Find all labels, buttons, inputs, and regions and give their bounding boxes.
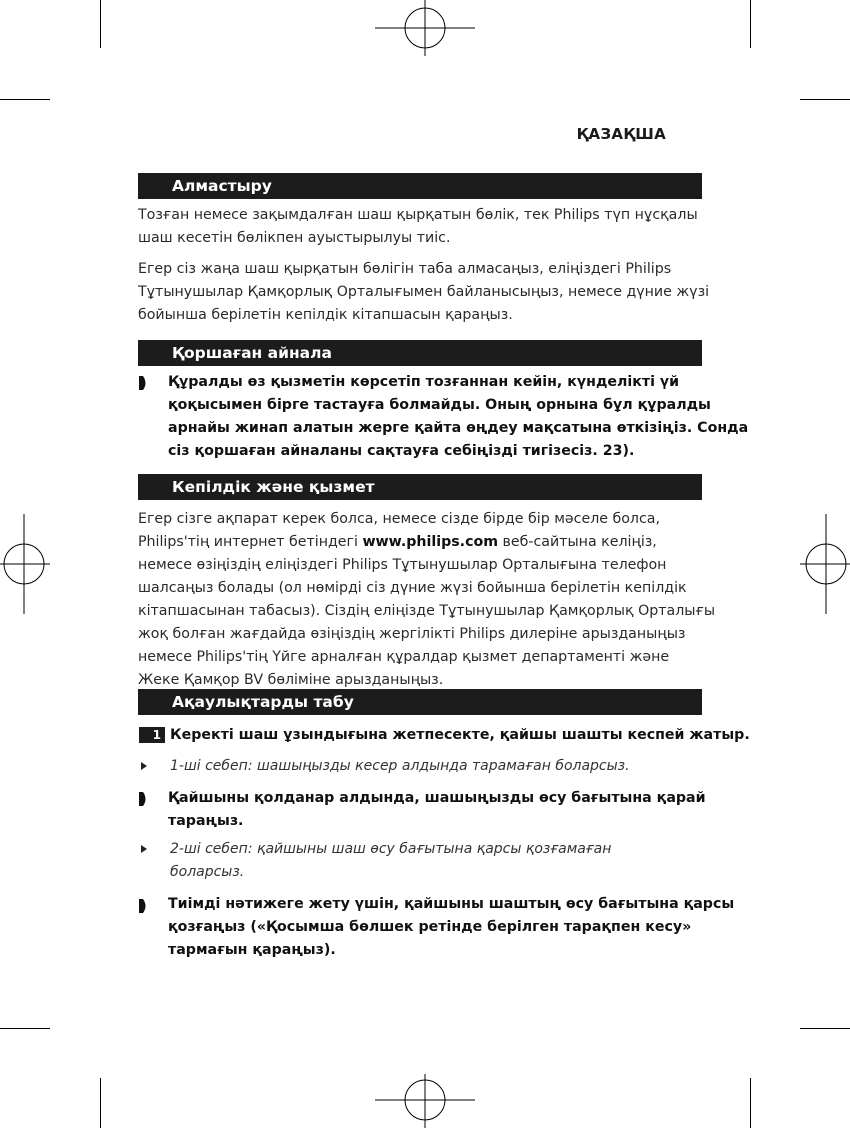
registration-mark-icon <box>375 1072 475 1128</box>
crop-mark <box>0 99 50 100</box>
text-line: арнайы жинап алатын жерге қайта өңдеу мақсатына өткізіңіз. Сонда <box>168 420 749 436</box>
registration-mark-icon <box>0 514 52 614</box>
text-span: Philips'тің интернет бетіндегі <box>138 534 363 550</box>
warranty-paragraph <box>138 508 716 692</box>
language-label: ҚАЗАҚША <box>576 125 666 143</box>
crop-mark <box>0 1028 50 1029</box>
replacement-paragraph-1 <box>138 204 704 250</box>
text-line: Егер сіз жаңа шаш қырқатын бөлігін таба алмасаңыз, еліңіздегі Philips <box>138 261 672 277</box>
text-line: кітапшасынан табасыз). Сіздің еліңізде Тұтынушылар Қамқорлық Орталығы <box>138 603 716 619</box>
registration-mark-icon <box>798 514 850 614</box>
text-line <box>138 531 704 554</box>
bullet-icon <box>139 899 148 913</box>
crop-mark <box>750 0 751 48</box>
crop-mark <box>800 1028 850 1029</box>
section-heading-troubleshooting: Ақаулықтарды табу <box>138 689 702 715</box>
text-line: Тұтынушылар Қамқорлық Орталығымен байланысыңыз, немесе дүние жүзі <box>138 284 710 300</box>
crop-mark <box>100 0 101 48</box>
section-heading-replacement: Алмастыру <box>138 173 702 199</box>
bullet-icon <box>139 376 148 390</box>
text-line: қоқысымен бірге тастауға болмайды. Оның орнына бұл құралды <box>168 397 711 413</box>
registration-mark-icon <box>375 0 475 60</box>
text-line: шалсаңыз болады (ол нөмірді сіз дүние жүзі бойынша берілетін кепілдік <box>138 580 687 596</box>
text-line: 2-ші себеп: қайшыны шаш өсу бағытына қарсы қозғамаған <box>170 841 612 857</box>
text-line: боларсыз. <box>170 864 245 880</box>
philips-website-link[interactable]: www.philips.com <box>362 534 499 550</box>
text-line: немесе Philips'тің Үйге арналған құралдар қызмет департаменті және <box>138 649 670 665</box>
text-line: Тиімді нәтижеге жету үшін, қайшыны шаштың өсу бағытына қарсы <box>168 896 735 912</box>
crop-mark <box>800 99 850 100</box>
text-line: бойынша берілетін кепілдік кітапшасын қараңыз. <box>138 307 513 323</box>
cause-2-text <box>170 838 710 884</box>
section-heading-warranty: Кепілдік және қызмет <box>138 474 702 500</box>
text-line: Егер сізге ақпарат керек болса, немесе сізде бірде бір мәселе болса, <box>138 511 661 527</box>
text-line: шаш кесетін бөлікпен ауыстырылуы тиіс. <box>138 230 451 246</box>
crop-mark <box>100 1078 101 1128</box>
text-line: 1-ші себеп: шашыңызды кесер алдында тарамаған боларсыз. <box>170 758 630 774</box>
text-line: Жеке Қамқор BV бөліміне арызданыңыз. <box>138 672 444 688</box>
arrow-bullet-icon <box>141 762 147 770</box>
text-line: тараңыз. <box>168 813 244 829</box>
fix-2-text <box>168 893 735 962</box>
fix-1-text <box>168 787 708 833</box>
text-span: веб-сайтына келіңіз, <box>498 534 657 550</box>
step-number-badge: 1 <box>139 727 165 743</box>
text-line: сіз қоршаған айналаны сақтауға себіңізді тигізесіз. 23). <box>168 443 635 459</box>
bullet-icon <box>139 792 148 806</box>
text-line: қозғаңыз («Қосымша бөлшек ретінде берілген тарақпен кесу» <box>168 919 692 935</box>
text-line: немесе өзіңіздің еліңіздегі Philips Тұтынушылар Орталығына телефон <box>138 557 667 573</box>
text-line: Құралды өз қызметін көрсетіп тозғаннан кейін, күнделікті үй <box>168 374 680 390</box>
text-line: тармағын қараңыз). <box>168 942 336 958</box>
cause-1-text <box>170 755 710 778</box>
text-line: Тозған немесе зақымдалған шаш қырқатын бөлік, тек Philips түп нұсқалы <box>138 207 698 223</box>
arrow-bullet-icon <box>141 845 147 853</box>
text-line: Қайшыны қолданар алдында, шашыңызды өсу бағытына қарай <box>168 790 706 806</box>
environment-bullet-text <box>168 371 749 463</box>
text-line: жоқ болған жағдайда өзіңіздің жергілікті Philips дилеріне арызданыңыз <box>138 626 686 642</box>
section-heading-environment: Қоршаған айнала <box>138 340 702 366</box>
crop-mark <box>750 1078 751 1128</box>
step-problem-text: Керекті шаш ұзындығына жетпесекте, қайшы шашты кеспей жатыр. <box>170 727 750 743</box>
replacement-paragraph-2 <box>138 258 710 327</box>
